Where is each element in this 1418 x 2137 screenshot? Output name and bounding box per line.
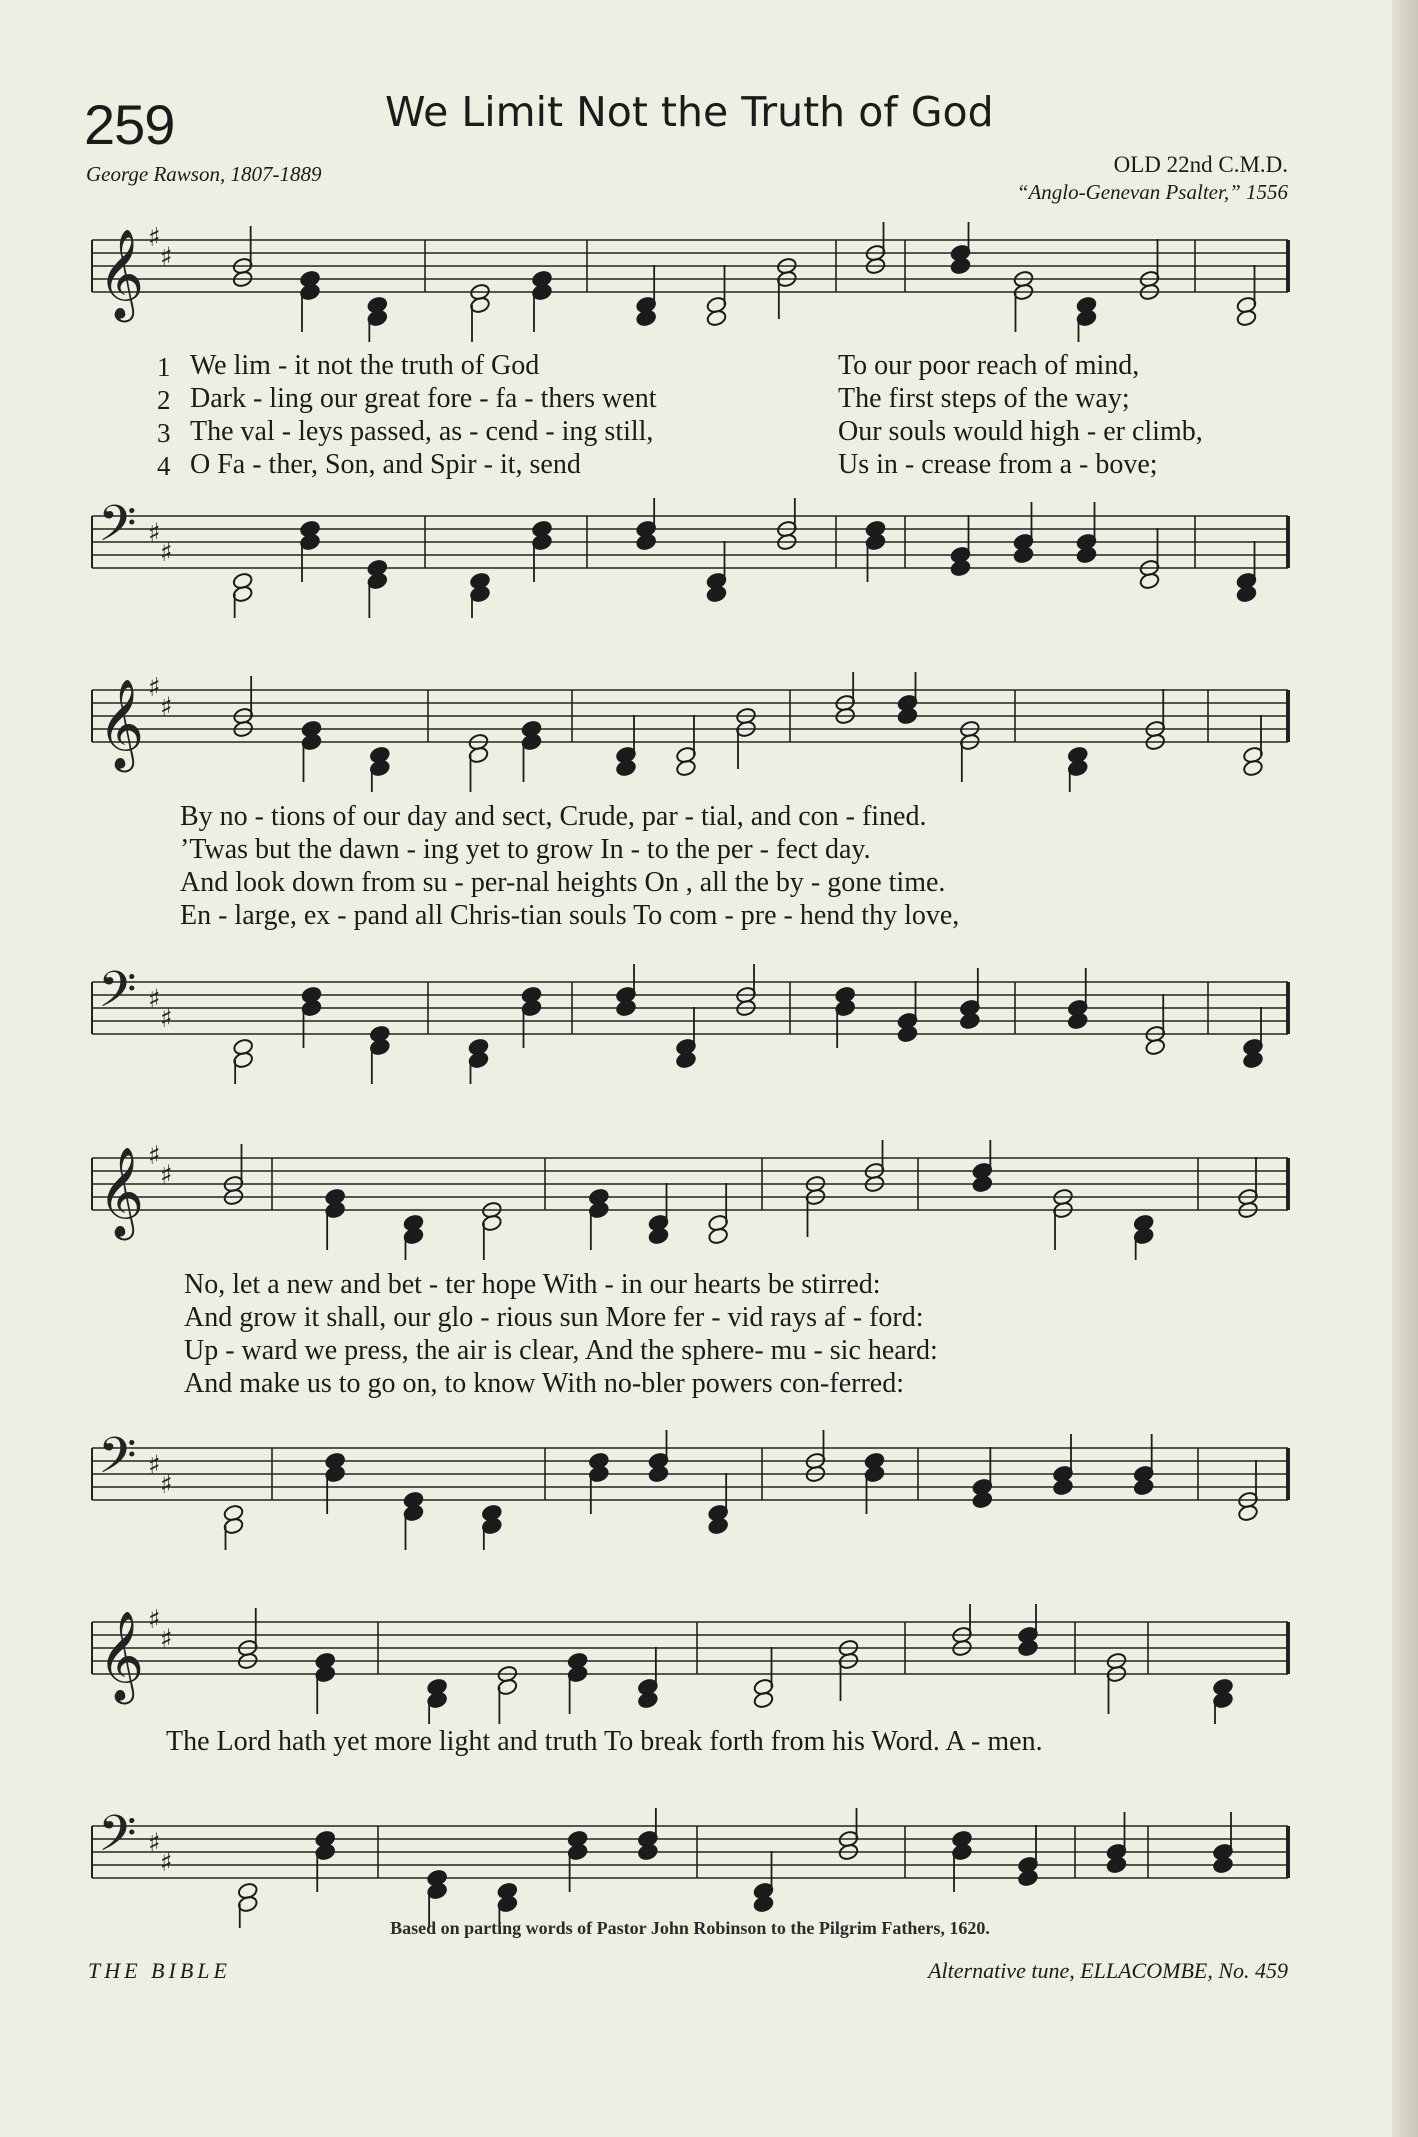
svg-text:♯: ♯ bbox=[160, 1848, 173, 1878]
lyric-line: The val - leys passed, as - cend - ing still, bbox=[190, 416, 654, 447]
svg-text:♯: ♯ bbox=[148, 518, 161, 549]
lyric-line: The Lord hath yet more light and truth To break forth from his Word. A - men. bbox=[166, 1726, 1043, 1757]
svg-text:𝄞: 𝄞 bbox=[98, 229, 145, 319]
lyric-line: And make us to go on, to know With no-bler powers con-ferred: bbox=[184, 1368, 904, 1399]
bass-staff-3 bbox=[0, 1430, 1300, 1550]
svg-text:♯: ♯ bbox=[160, 1624, 173, 1655]
verse-number: 2 bbox=[157, 385, 171, 415]
lyric-line: And look down from su - per-nal heights On , all the by - gone time. bbox=[180, 867, 946, 898]
lyric-line: Our souls would high - er climb, bbox=[838, 416, 1203, 447]
verse-number: 3 bbox=[157, 418, 171, 448]
svg-text:♯: ♯ bbox=[160, 242, 173, 273]
svg-text:♯: ♯ bbox=[148, 223, 161, 253]
lyric-line: The first steps of the way; bbox=[838, 383, 1130, 414]
tune-name: OLD 22nd C.M.D. bbox=[1113, 152, 1288, 177]
verse-number: 4 bbox=[157, 451, 171, 481]
treble-staff-4 bbox=[0, 1604, 1300, 1724]
svg-text:♯: ♯ bbox=[148, 1828, 161, 1859]
alternative-tune: Alternative tune, ELLACOMBE, No. 459 bbox=[928, 1958, 1288, 1983]
lyric-line: To our poor reach of mind, bbox=[838, 350, 1140, 381]
svg-text:♯: ♯ bbox=[148, 1605, 161, 1635]
section-label: THE BIBLE bbox=[88, 1958, 231, 1983]
lyric-line: Up - ward we press, the air is clear, And the sphere- mu - sic heard: bbox=[184, 1335, 938, 1366]
bass-staff-4 bbox=[0, 1808, 1300, 1928]
lyric-line: By no - tions of our day and sect, Crude, par - tial, and con - fined. bbox=[180, 801, 927, 832]
svg-text:♯: ♯ bbox=[160, 1160, 173, 1191]
svg-text:𝄞: 𝄞 bbox=[98, 679, 145, 769]
lyric-line: And grow it shall, our glo - rious sun More fer - vid rays af - ford: bbox=[184, 1302, 924, 1333]
hymn-author: George Rawson, 1807-1889 bbox=[86, 162, 322, 186]
tune-source: “Anglo-Genevan Psalter,” 1556 bbox=[1016, 180, 1288, 204]
svg-text:♯: ♯ bbox=[160, 1470, 173, 1500]
svg-text:𝄞: 𝄞 bbox=[98, 1147, 145, 1237]
svg-text:𝄢: 𝄢 bbox=[98, 1808, 137, 1875]
hymn-number: 259 bbox=[84, 93, 175, 156]
svg-text:𝄢: 𝄢 bbox=[98, 1430, 137, 1497]
hymn-title: We Limit Not the Truth of God bbox=[385, 88, 994, 136]
lyric-line: Dark - ling our great fore - fa - thers went bbox=[190, 383, 657, 414]
treble-staff-2 bbox=[0, 672, 1300, 792]
treble-staff-1 bbox=[0, 222, 1300, 342]
treble-staff-3 bbox=[0, 1140, 1300, 1260]
svg-text:𝄢: 𝄢 bbox=[98, 964, 137, 1031]
verse-number: 1 bbox=[157, 352, 171, 382]
bass-staff-2 bbox=[0, 964, 1300, 1084]
svg-text:♯: ♯ bbox=[148, 1450, 161, 1481]
lyric-line: O Fa - ther, Son, and Spir - it, send bbox=[190, 449, 581, 480]
lyric-line: No, let a new and bet - ter hope With - in our hearts be stirred: bbox=[184, 1269, 881, 1300]
svg-text:♯: ♯ bbox=[148, 1141, 161, 1171]
lyric-line: We lim - it not the truth of God bbox=[190, 350, 540, 381]
svg-text:♯: ♯ bbox=[148, 984, 161, 1015]
page-edge bbox=[1392, 0, 1418, 2137]
footnote: Based on parting words of Pastor John Robinson to the Pilgrim Fathers, 1620. bbox=[390, 1918, 990, 1938]
svg-text:𝄞: 𝄞 bbox=[98, 1611, 145, 1701]
lyric-line: ’Twas but the dawn - ing yet to grow In - to the per - fect day. bbox=[180, 834, 871, 865]
svg-text:𝄢: 𝄢 bbox=[98, 498, 137, 565]
lyric-line: En - large, ex - pand all Chris-tian souls To com - pre - hend thy love, bbox=[180, 900, 960, 931]
lyric-line: Us in - crease from a - bove; bbox=[838, 449, 1158, 480]
bass-staff-1 bbox=[0, 498, 1300, 618]
svg-text:♯: ♯ bbox=[160, 1004, 173, 1034]
svg-text:♯: ♯ bbox=[160, 538, 173, 568]
svg-text:♯: ♯ bbox=[148, 673, 161, 703]
svg-text:♯: ♯ bbox=[160, 692, 173, 723]
